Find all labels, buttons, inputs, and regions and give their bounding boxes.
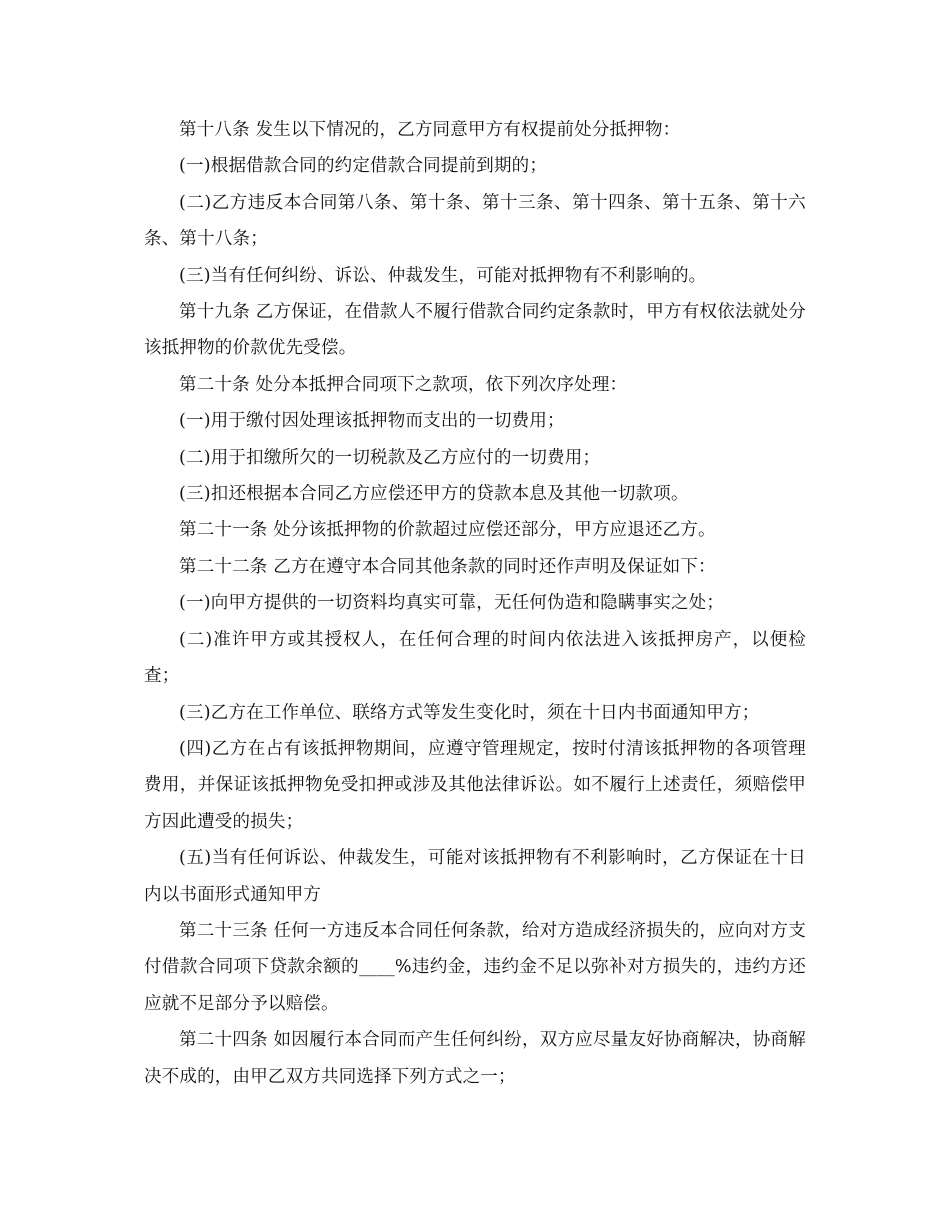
clause-22-item-3: (三)乙方在工作单位、联络方式等发生变化时，须在十日内书面通知甲方；: [179, 702, 760, 723]
clause-18-item-3: (三)当有任何纠纷、诉讼、仲裁发生，可能对抵押物有不利影响的。: [179, 265, 707, 286]
clause-21: 第二十一条 处分该抵押物的价款超过应偿还部分，甲方应退还乙方。: [179, 520, 716, 541]
clause-19: 第十九条 乙方保证，在借款人不履行借款合同约定条款时，甲方有权依法就处分该抵押物的价款优先受偿。: [144, 302, 806, 359]
clause-18-heading: 第十八条 发生以下情况的，乙方同意甲方有权提前处分抵押物：: [179, 120, 681, 140]
clause-22-item-4: (四)乙方在占有该抵押物期间，应遵守管理规定，按时付清该抵押物的各项管理费用，并保证该抵押物免受扣押或涉及其他法律诉讼。如不履行上述责任，须赔偿甲方因此遭受的损失；: [144, 738, 806, 832]
clause-22-item-1: (一)向甲方提供的一切资料均真实可靠，无任何伪造和隐瞒事实之处；: [179, 593, 725, 614]
clause-18-item-2: (二)乙方违反本合同第八条、第十条、第十三条、第十四条、第十五条、第十六条、第十八条；: [144, 192, 806, 250]
clause-20-item-3: (三)扣还根据本合同乙方应偿还甲方的贷款本息及其他一切款项。: [179, 484, 689, 505]
clause-22-item-2: (二)准许甲方或其授权人，在任何合理的时间内依法进入该抵押房产，以便检查；: [144, 629, 806, 687]
clause-20-item-2: (二)用于扣缴所欠的一切税款及乙方应付的一切费用；: [179, 447, 601, 468]
clause-23: 第二十三条 任何一方违反本合同任何条款，给对方造成经济损失的，应向对方支付借款合同项下贷款余额的____%违约金，违约金不足以弥补对方损失的，违约方还应就不足部分予以赔偿。: [144, 920, 806, 1014]
document-page: [144, 112, 806, 1095]
clause-20-item-1: (一)用于缴付因处理该抵押物而支出的一切费用；: [179, 411, 565, 432]
clause-20-heading: 第二十条 处分本抵押合同项下之款项，依下列次序处理：: [179, 374, 628, 395]
clause-24: 第二十四条 如因履行本合同而产生任何纠纷，双方应尽量友好协商解决，协商解决不成的，由甲乙双方共同选择下列方式之一；: [144, 1030, 806, 1087]
clause-22-item-5: (五)当有任何诉讼、仲裁发生，可能对该抵押物有不利影响时，乙方保证在十日内以书面形式通知甲方: [144, 848, 806, 905]
clause-22-heading: 第二十二条 乙方在遵守本合同其他条款的同时还作声明及保证如下：: [179, 556, 716, 577]
clause-18-item-1: (一)根据借款合同的约定借款合同提前到期的；: [179, 156, 548, 177]
